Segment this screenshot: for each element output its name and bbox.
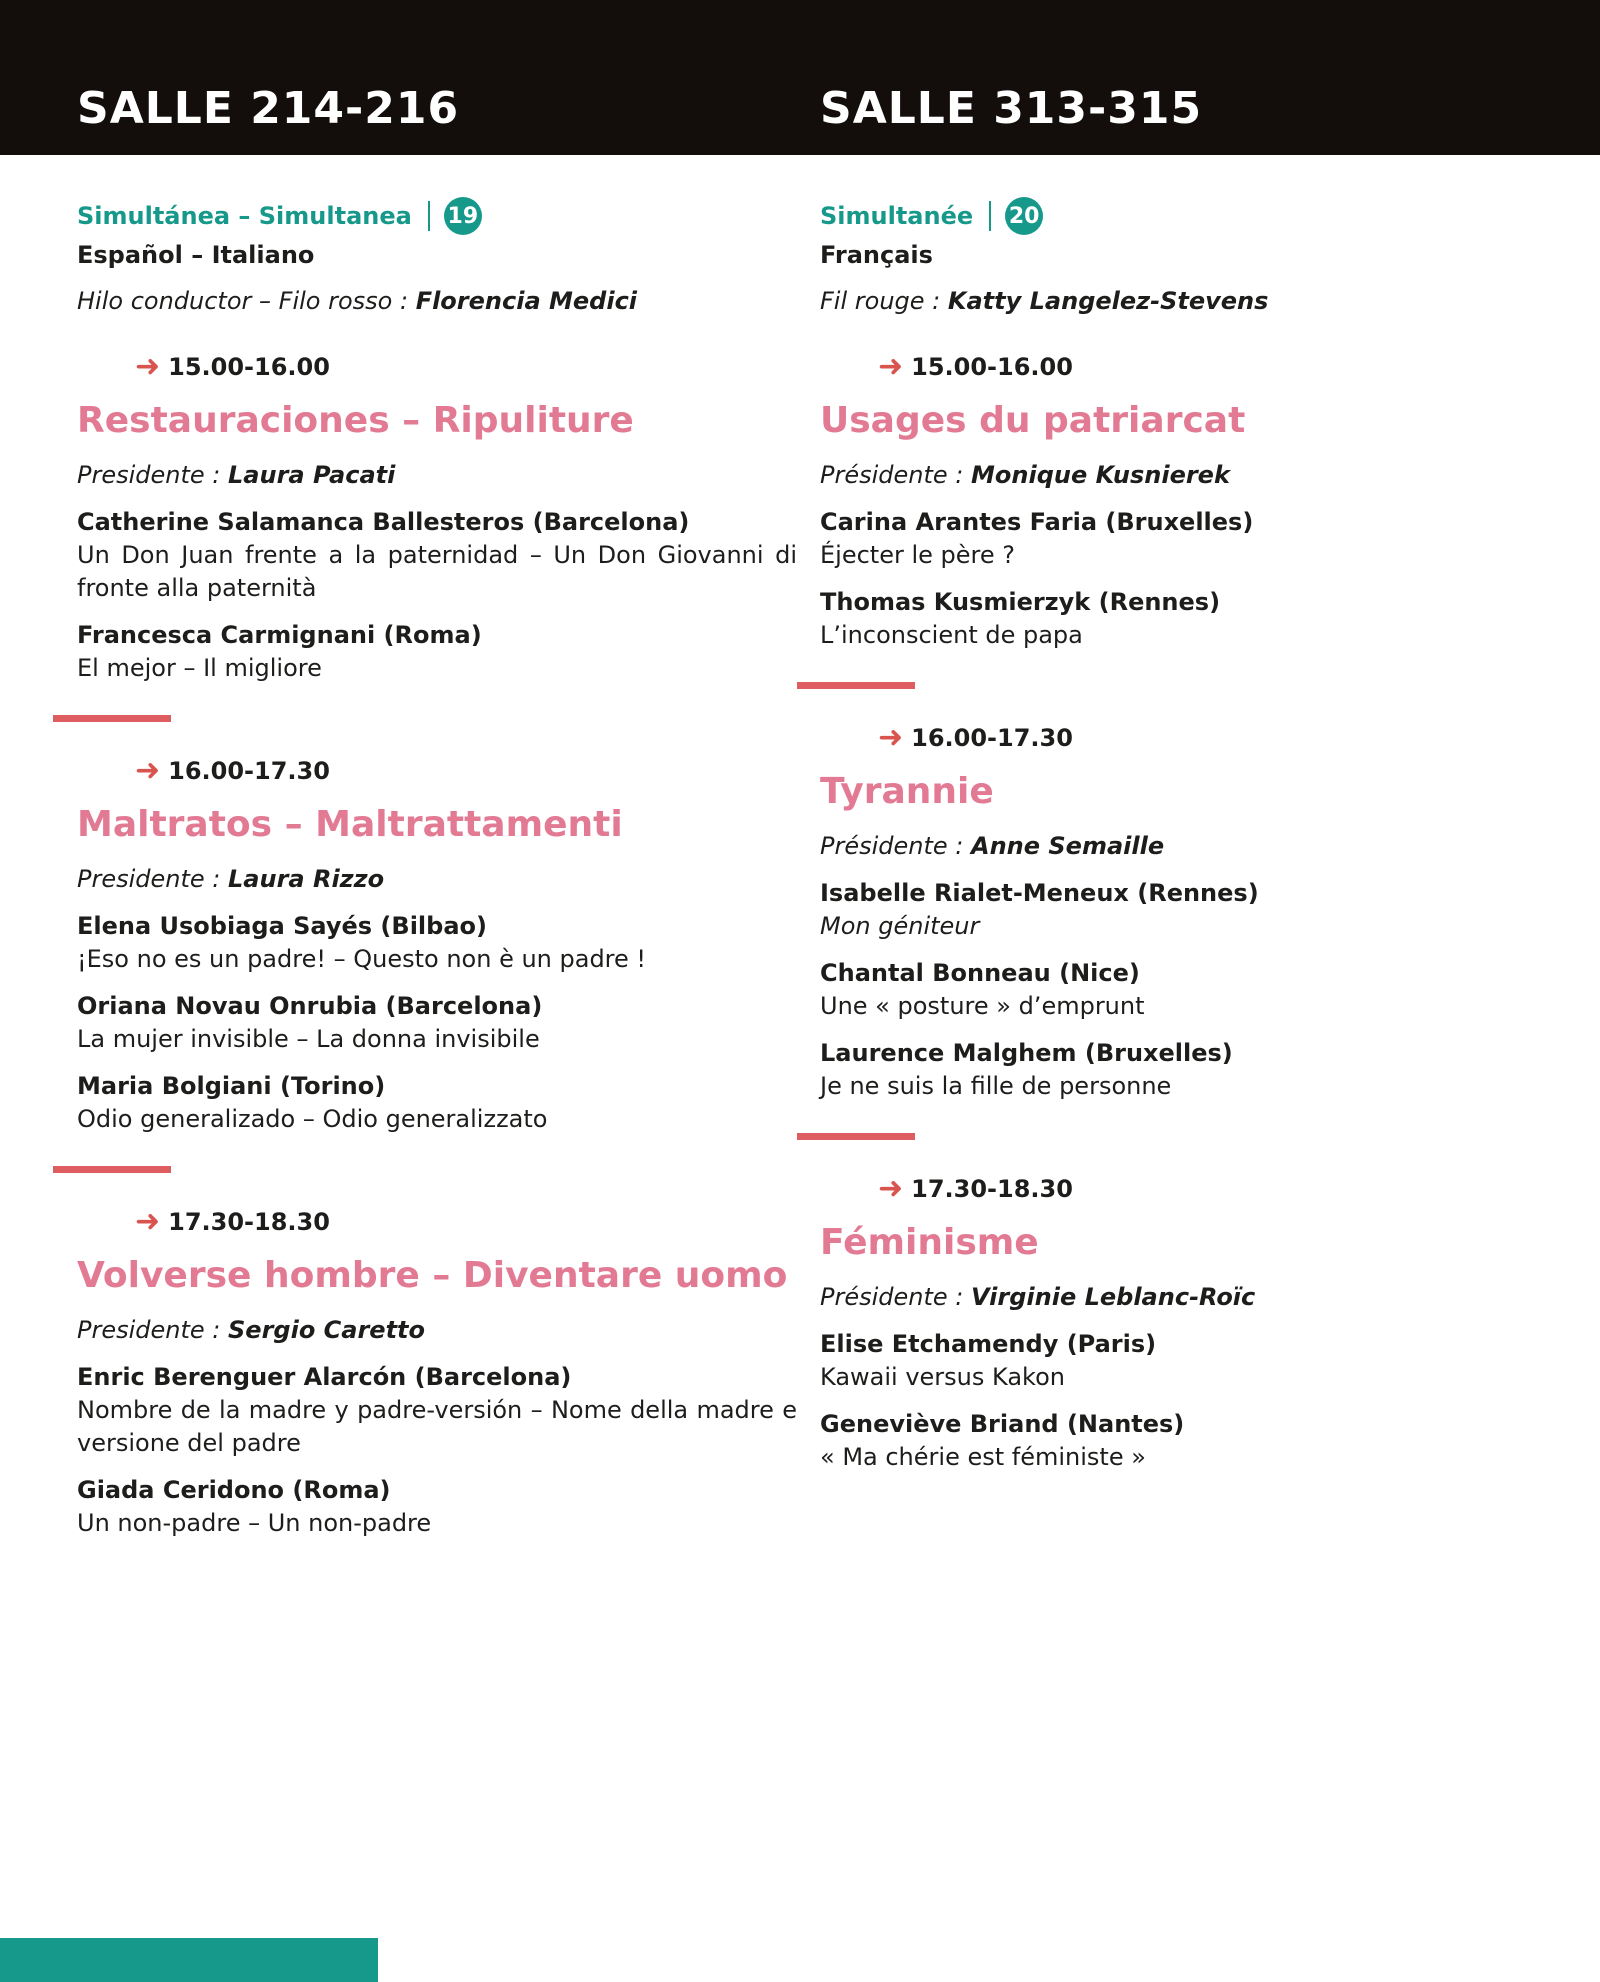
channel-number-badge: 19 xyxy=(444,197,482,235)
session-chair: Presidente : Laura Rizzo xyxy=(77,865,385,893)
speaker-name: Thomas Kusmierzyk (Rennes) xyxy=(820,588,1221,616)
common-thread: Fil rouge : Katty Langelez-Stevens xyxy=(820,287,1269,315)
session-time: ➜ 15.00-16.00 xyxy=(135,349,330,384)
talk-title: Une « posture » d’emprunt xyxy=(820,992,1145,1020)
right-room-title: SALLE 313-315 xyxy=(820,83,1203,134)
session-title: Restauraciones – Ripuliture xyxy=(77,400,634,441)
right-column xyxy=(820,196,1560,1474)
session xyxy=(77,1203,797,1540)
arrow-right-icon: ➜ xyxy=(135,753,161,788)
talk-title: « Ma chérie est féministe » xyxy=(820,1443,1146,1471)
interpretation-label: Simultánea – Simultanea xyxy=(77,202,412,230)
talk xyxy=(77,619,797,685)
session-chair: Présidente : Monique Kusnierek xyxy=(820,461,1230,489)
session-title: Volverse hombre – Diventare uomo xyxy=(77,1255,788,1296)
separator xyxy=(428,201,430,231)
section-divider xyxy=(53,1166,171,1173)
speaker-name: Carina Arantes Faria (Bruxelles) xyxy=(820,508,1254,536)
common-thread-name: Katty Langelez-Stevens xyxy=(947,287,1269,315)
talk xyxy=(820,586,1560,652)
speaker-name: Isabelle Rialet-Meneux (Rennes) xyxy=(820,879,1259,907)
speaker-name: Francesca Carmignani (Roma) xyxy=(77,621,482,649)
languages: Español – Italiano xyxy=(77,241,315,269)
session-time: ➜ 15.00-16.00 xyxy=(878,349,1073,384)
talk xyxy=(820,957,1560,1023)
speaker-name: Maria Bolgiani (Torino) xyxy=(77,1072,386,1100)
session xyxy=(820,1170,1560,1474)
arrow-right-icon: ➜ xyxy=(878,720,904,755)
section-divider xyxy=(53,715,171,722)
talk-title: ¡Eso no es un padre! – Questo non è un padre ! xyxy=(77,945,647,973)
session-chair: Présidente : Anne Semaille xyxy=(820,832,1165,860)
speaker-name: Oriana Novau Onrubia (Barcelona) xyxy=(77,992,543,1020)
talk-title: Éjecter le père ? xyxy=(820,541,1015,569)
talk xyxy=(77,1361,797,1460)
arrow-right-icon: ➜ xyxy=(878,349,904,384)
arrow-right-icon: ➜ xyxy=(135,1204,161,1239)
arrow-right-icon: ➜ xyxy=(878,1171,904,1206)
session xyxy=(77,752,797,1136)
talk-title: Un non-padre – Un non-padre xyxy=(77,1509,432,1537)
session xyxy=(77,348,797,685)
interpretation-line xyxy=(820,196,1560,236)
left-column xyxy=(77,196,797,1540)
session-time: ➜ 17.30-18.30 xyxy=(135,1204,330,1239)
speaker-name: Elise Etchamendy (Paris) xyxy=(820,1330,1157,1358)
talk xyxy=(820,1328,1560,1394)
languages: Français xyxy=(820,241,933,269)
talk xyxy=(77,990,797,1056)
speaker-name: Geneviève Briand (Nantes) xyxy=(820,1410,1185,1438)
speaker-name: Laurence Malghem (Bruxelles) xyxy=(820,1039,1233,1067)
talk xyxy=(820,1037,1560,1103)
speaker-name: Catherine Salamanca Ballesteros (Barcelona) xyxy=(77,508,690,536)
interpretation-label: Simultanée xyxy=(820,202,974,230)
session-chair: Présidente : Virginie Leblanc-Roïc xyxy=(820,1283,1256,1311)
talk xyxy=(77,1070,797,1136)
talk xyxy=(77,506,797,605)
talk xyxy=(77,1474,797,1540)
channel-number-badge: 20 xyxy=(1005,197,1043,235)
talk-title: Je ne suis la fille de personne xyxy=(820,1072,1172,1100)
session-time: ➜ 17.30-18.30 xyxy=(878,1171,1073,1206)
session xyxy=(820,348,1560,652)
common-thread-name: Florencia Medici xyxy=(415,287,638,315)
session xyxy=(820,719,1560,1103)
section-divider xyxy=(797,682,915,689)
common-thread: Hilo conductor – Filo rosso : Florencia Medici xyxy=(77,287,638,315)
talk-title: Odio generalizado – Odio generalizzato xyxy=(77,1105,548,1133)
speaker-name: Giada Ceridono (Roma) xyxy=(77,1476,391,1504)
talk xyxy=(820,877,1560,943)
section-divider xyxy=(797,1133,915,1140)
session-title: Maltratos – Maltrattamenti xyxy=(77,804,623,845)
separator xyxy=(989,201,991,231)
talk xyxy=(820,1408,1560,1474)
talk-title: El mejor – Il migliore xyxy=(77,654,322,682)
speaker-name: Chantal Bonneau (Nice) xyxy=(820,959,1140,987)
talk-title: L’inconscient de papa xyxy=(820,621,1083,649)
session-chair: Presidente : Laura Pacati xyxy=(77,461,396,489)
left-room-title: SALLE 214-216 xyxy=(77,83,460,134)
talk-title: Mon géniteur xyxy=(820,912,980,940)
talk-title: Un Don Juan frente a la paternidad – Un Don Giovanni di fronte alla paternità xyxy=(77,541,797,602)
arrow-right-icon: ➜ xyxy=(135,349,161,384)
talk-title: Kawaii versus Kakon xyxy=(820,1363,1065,1391)
speaker-name: Elena Usobiaga Sayés (Bilbao) xyxy=(77,912,487,940)
speaker-name: Enric Berenguer Alarcón (Barcelona) xyxy=(77,1363,572,1391)
session-title: Tyrannie xyxy=(820,771,994,812)
session-chair: Presidente : Sergio Caretto xyxy=(77,1316,426,1344)
session-time: ➜ 16.00-17.30 xyxy=(878,720,1073,755)
talk-title: La mujer invisible – La donna invisibile xyxy=(77,1025,540,1053)
session-time: ➜ 16.00-17.30 xyxy=(135,753,330,788)
talk xyxy=(77,910,797,976)
talk xyxy=(820,506,1560,572)
interpretation-line xyxy=(77,196,797,236)
talk-title: Nombre de la madre y padre-versión – Nome della madre e versione del padre xyxy=(77,1396,797,1457)
footer-accent-bar xyxy=(0,1938,378,1982)
session-title: Usages du patriarcat xyxy=(820,400,1246,441)
session-title: Féminisme xyxy=(820,1222,1039,1263)
